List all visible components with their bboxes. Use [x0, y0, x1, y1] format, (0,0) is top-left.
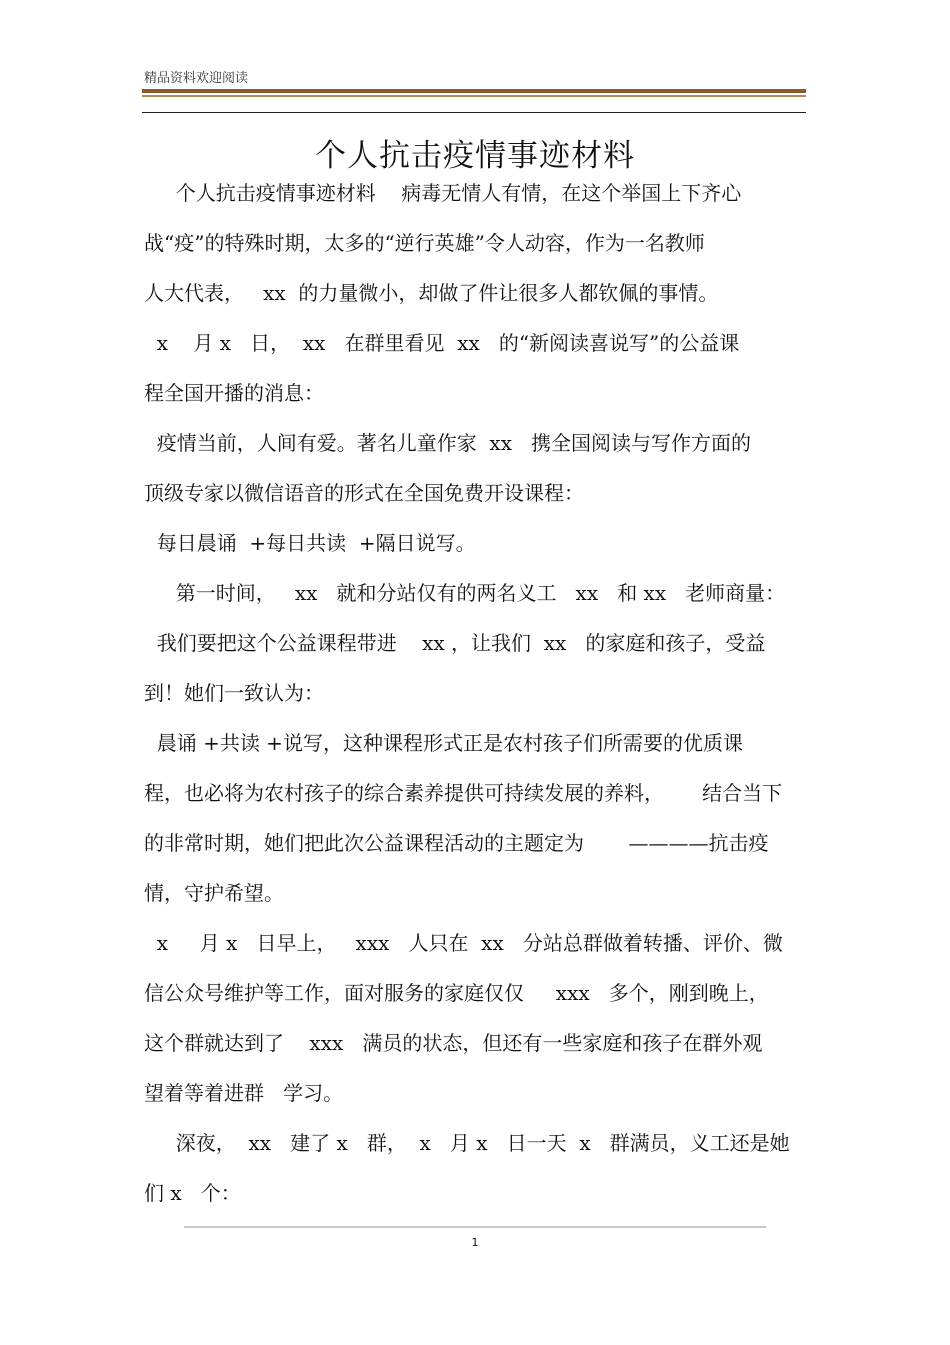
- page-number: 1: [471, 1236, 479, 1249]
- body-line: 第一时间， xx 就和分站仅有的两名义工 xx 和 xx 老师商量：: [144, 581, 786, 605]
- header-rule-thick: [142, 89, 806, 93]
- body-line: 程全国开播的消息：: [144, 381, 324, 405]
- body-line: 顶级专家以微信语音的形式在全国免费开设课程：: [144, 481, 584, 505]
- body-line: 们 x 个：: [144, 1181, 241, 1205]
- body-line: 战“疫”的特殊时期，太多的“逆行英雄”令人动容，作为一名教师: [144, 231, 705, 255]
- document-title: 个人抗击疫情事迹材料: [315, 138, 635, 174]
- body-line: x 月 x 日， xx 在群里看见 xx 的“新阅读喜说写”的公益课: [144, 331, 740, 355]
- body-line: 情，守护希望。: [144, 881, 284, 905]
- body-line: 这个群就达到了 xxx 满员的状态，但还有一些家庭和孩子在群外观: [144, 1031, 763, 1055]
- footer-rule: [184, 1226, 766, 1228]
- body-line: 人大代表， xx 的力量微小，却做了件让很多人都钦佩的事情。: [144, 281, 719, 305]
- body-line: x 月 x 日早上， xxx 人只在 xx 分站总群做着转播、评价、微: [144, 931, 783, 955]
- header-rule-accent: [142, 95, 806, 97]
- body-line: 我们要把这个公益课程带进 xx ，让我们 xx 的家庭和孩子，受益: [144, 631, 766, 655]
- body-line: 望着等着进群 学习。: [144, 1081, 344, 1105]
- body-line: 疫情当前，人间有爱。著名儿童作家 xx 携全国阅读与写作方面的: [144, 431, 752, 455]
- body-line: 到！她们一致认为：: [144, 681, 324, 705]
- body-line: 晨诵 +共读 +说写，这种课程形式正是农村孩子们所需要的优质课: [144, 731, 743, 755]
- page-header: 精品资料欢迎阅读: [144, 71, 249, 86]
- body-line: 深夜， xx 建了 x 群， x 月 x 日一天 x 群满员，义工还是她: [144, 1131, 790, 1155]
- body-line: 个人抗击疫情事迹材料 病毒无情人有情，在这个举国上下齐心: [144, 181, 742, 205]
- body-line: 每日晨诵 +每日共读 +隔日说写。: [144, 531, 476, 555]
- body-line: 程，也必将为农村孩子的综合素养提供可持续发展的养料， 结合当下: [144, 781, 783, 805]
- body-line: 的非常时期，她们把此次公益课程活动的主题定为 ————抗击疫: [144, 831, 769, 855]
- body-line: 信公众号维护等工作，面对服务的家庭仅仅 xxx 多个，刚到晚上，: [144, 981, 769, 1005]
- header-rule-thin: [142, 112, 806, 113]
